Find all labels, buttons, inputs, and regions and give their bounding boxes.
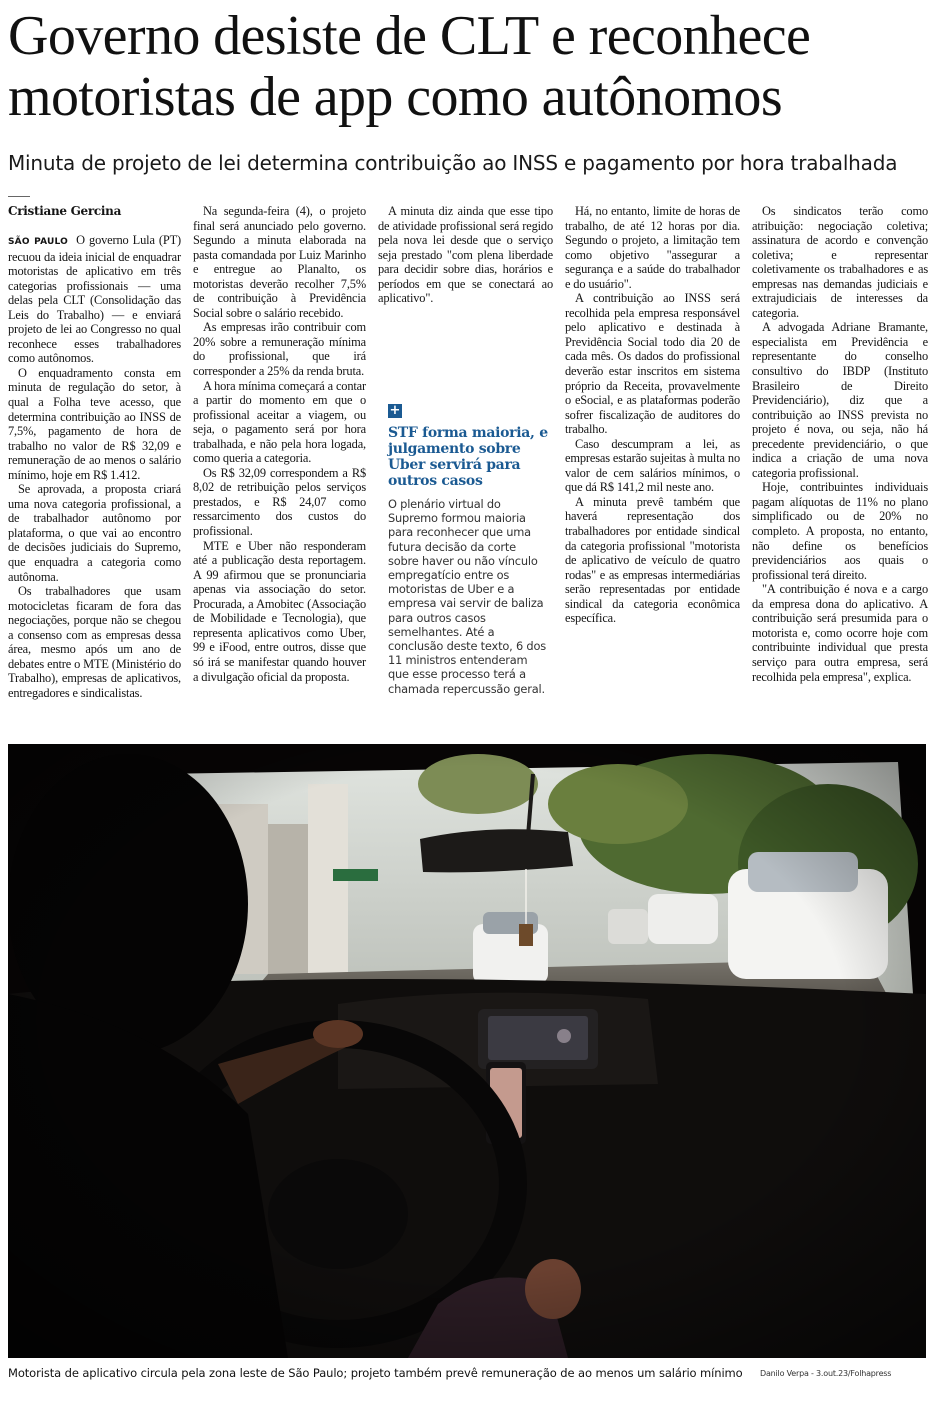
byline-rule xyxy=(8,196,30,197)
paragraph: A minuta diz ainda que esse tipo de atividade profissional será regido pela nova lei desde que o serviço seja prestado "com plena liberdade para decidir sobre dias, horários e períodos em que se conectará ao aplicativo". xyxy=(378,204,553,306)
article-column-5 xyxy=(752,204,928,684)
paragraph: Caso descumpram a lei, as empresas estarão sujeitas à multa no valor de cem salários mínimos, o que dá R$ 141,2 mil neste ano. xyxy=(565,436,740,495)
paragraph: O enquadramento consta em minuta de regulação do setor, à qual a Folha teve acesso, que determina contribuição ao INSS de 7,5%, pagamento de hora de trabalho no valor de R$ 32,09 e remuneração de ao menos o salário mínimo, hoje em R$ 1.412. xyxy=(8,365,181,482)
paragraph: Há, no entanto, limite de horas de trabalho, de até 12 horas por dia. Segundo o projeto, a limitação tem como objetivo "assegurar a segurança e a saúde do trabalhador e do usuário". xyxy=(565,204,740,291)
paragraph: Na segunda-feira (4), o projeto final será anunciado pelo governo. Segundo a minuta elaborada na pasta comandada por Luiz Marinho e entregue ao Planalto, os motoristas deverão recolher 7,5% de contribuição à Previdência Social sobre o salário recebido. xyxy=(193,204,366,320)
photo-caption: Motorista de aplicativo circula pela zona leste de São Paulo; projeto também prevê remuneração de ao menos um salário mínimo xyxy=(8,1366,743,1380)
photo-credit: Danilo Verpa - 3.out.23/Folhapress xyxy=(760,1369,892,1378)
article-column-2 xyxy=(193,204,366,684)
article-photo xyxy=(8,744,926,1358)
paragraph: Os sindicatos terão como atribuição: negociação coletiva; assinatura de acordo e convenção coletiva; e representar coletivamente os trabalhadores e as empresas nas demandas judiciais e extrajudiciais de interesses da categoria. xyxy=(752,204,928,320)
paragraph: As empresas irão contribuir com 20% sobre a remuneração mínima do profissional, que irá corresponder a 25% da renda bruta. xyxy=(193,320,366,379)
paragraph: A hora mínima começará a contar a partir do momento em que o profissional aceitar a viagem, ou seja, o pagamento será por hora trabalhada, e não pela hora logada, como queria a categoria. xyxy=(193,378,366,466)
subheadline: Minuta de projeto de lei determina contribuição ao INSS e pagamento por hora trabalhada xyxy=(8,151,898,175)
article-column-4 xyxy=(565,204,740,626)
paragraph-text: O governo Lula (PT) recuou da ideia inicial de enquadrar motoristas de aplicativo em três categorias profissionais — uma delas pela CLT (Consolidação das Leis do Trabalho) — e enviará projeto de lei ao Congresso no qual reconhece esses trabalhadores como autônomos. xyxy=(8,233,181,366)
plus-icon: + xyxy=(389,403,401,418)
sidebar-title: STF forma maioria, e julgamento sobre Uber servirá para outros casos xyxy=(388,425,548,489)
article-column-1 xyxy=(8,233,181,701)
dateline: SÃO PAULO xyxy=(8,237,68,247)
paragraph: MTE e Uber não responderam até a publicação desta reportagem. A 99 afirmou que se pronunciaria apenas via associação do setor. Procurada, a Amobitec (Associação de Mobilidade e Tecnologia), que representa aplicativos como Uber, 99 e iFood, entre outros, disse que só irá se manifestar quando houver a divulgação oficial da proposta. xyxy=(193,538,366,684)
paragraph: A minuta prevê também que haverá representação dos trabalhadores por entidade sindical da categoria profissional "motorista de aplicativo de veículo de quatro rodas" e as empresas intermediárias serão representadas por entidade sindical da categoria econômica específica. xyxy=(565,494,740,626)
sidebar-box xyxy=(388,404,548,696)
paragraph: A contribuição ao INSS será recolhida pela empresa responsável pelo aplicativo e destinada à Previdência Social todo dia 20 de cada mês. Os dados do profissional deverão estar inscritos em sistema próprio da Receita, provavelmente o eSocial, e as plataformas poderão sofrer fiscalização de auditores do trabalho. xyxy=(565,291,740,437)
headline: Governo desiste de CLT e reconhece motoristas de app como autônomos xyxy=(8,5,811,128)
paragraph: Os trabalhadores que usam motocicletas ficaram de fora das negociações, porque não se chegou a consenso com as empresas dessa área, mesmo após um ano de debates entre o MTE (Ministério do Trabalho), empresas de aplicativos, entregadores e sindicalistas. xyxy=(8,584,181,700)
paragraph: A advogada Adriane Bramante, especialista em Previdência e representante do conselho consultivo do IBDP (Instituto Brasileiro de Direito Previdenciário), diz que a contribuição ao INSS prevista no projeto é nova, ou seja, não há precedente previdenciário, o que indica a criação de uma nova categoria profissional. xyxy=(752,320,928,480)
paragraph: Hoje, contribuintes individuais pagam alíquotas de 11% no plano simplificado ou de 20% no completo. A proposta, no entanto, não define os benefícios previdenciários aos quais o profissional terá direito. xyxy=(752,480,928,582)
paragraph: Se aprovada, a proposta criará uma nova categoria profissional, a de trabalhador autônomo por plataforma, o que vai ao encontro de decisões judiciais do Supremo, que enquadra a categoria como autônoma. xyxy=(8,482,181,584)
paragraph: Os R$ 32,09 correspondem a R$ 8,02 de retribuição pelos serviços prestados, e R$ 24,07 como ressarcimento dos custos do profissional. xyxy=(193,465,366,539)
car-interior-illustration xyxy=(8,744,926,1358)
paragraph: "A contribuição é nova e a cargo da empresa dona do aplicativo. A contribuição será presumida para o motorista e, como ocorre hoje com contribuinte individual que presta serviço para outra empresa, será recolhida pela empresa", explica. xyxy=(752,582,928,684)
sidebar-text: O plenário virtual do Supremo formou maioria para reconhecer que uma futura decisão da corte sobre haver ou não vínculo empregatício entre os motoristas de Uber e a empresa vai servir de baliza para outros casos semelhantes. Até a conclusão deste texto, 6 dos 11 ministros entenderam que esse processo terá a chamada repercussão geral. xyxy=(388,497,546,696)
paragraph xyxy=(8,233,181,366)
article-column-3 xyxy=(378,204,553,306)
byline: Cristiane Gercina xyxy=(8,204,122,218)
